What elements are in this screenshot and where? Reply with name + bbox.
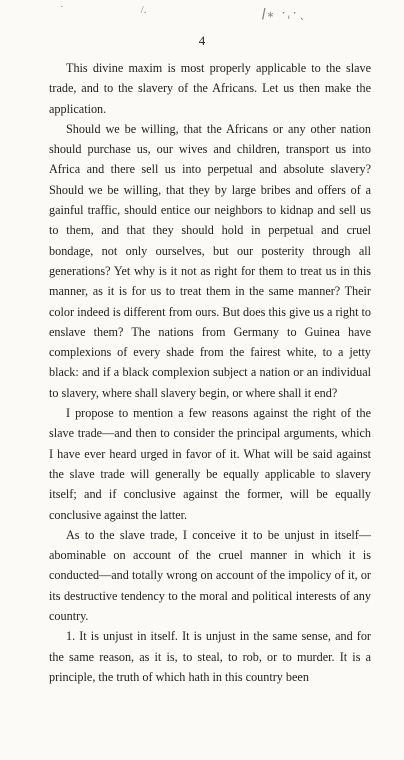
page-number: 4 [198,33,206,48]
stray-ink-marks: ˙ /. [60,4,147,16]
paragraph-3: I propose to mention a few reasons against the right of the slave trade—and then to consider the principal arguments, which I have ever heard urged in favor of it. What will be said against the slave trade will generally be equally applicable to slavery itself; and if conclusive against the former, will be equally conclusive against the latter. [49,406,371,522]
paragraph-5: 1. It is unjust in itself. It is unjust in the same sense, and for the same reason, as it is, to steal, to rob, or to murder. It is a principle, the truth of which hath in this country been [49,629,371,684]
handwritten-marginalia: ǀ⁎ ·ˌ·ˎ [262,6,307,20]
body-text [49,58,371,687]
paragraph-2: Should we be willing, that the Africans or any other nation should purchase us, our wives and children, transport us into Africa and there sell us into perpetual and absolute slavery? Should we be willing, that they by large bribes and offers of a gainful traffic, should entice our neighbors to kidnap and sell us to them, and that they should hold in perpetual and cruel bondage, not only ourselves, but our posterity through all generations? Yet why is it not as right for them to treat us in this manner, as it is for us to treat them in the same manner? Their color indeed is different from ours. But does this give us a right to enslave them? The nations from Germany to Guinea have complexions of every shade from the fairest white, to a jetty black: and if a black complexion subject a nation or an individual to slavery, where shall slavery begin, or where shall it end? [49,121,372,400]
paragraph-1: This divine maxim is most properly applicable to the slave trade, and to the slavery of the Africans. Let us then make the application. [49,61,371,116]
paragraph-4: As to the slave trade, I conceive it to be unjust in itself—abominable on account of the cruel manner in which it is conducted—and totally wrong on account of the impolicy of it, or its destructive tendency to the moral and political interests of any country. [49,527,371,624]
